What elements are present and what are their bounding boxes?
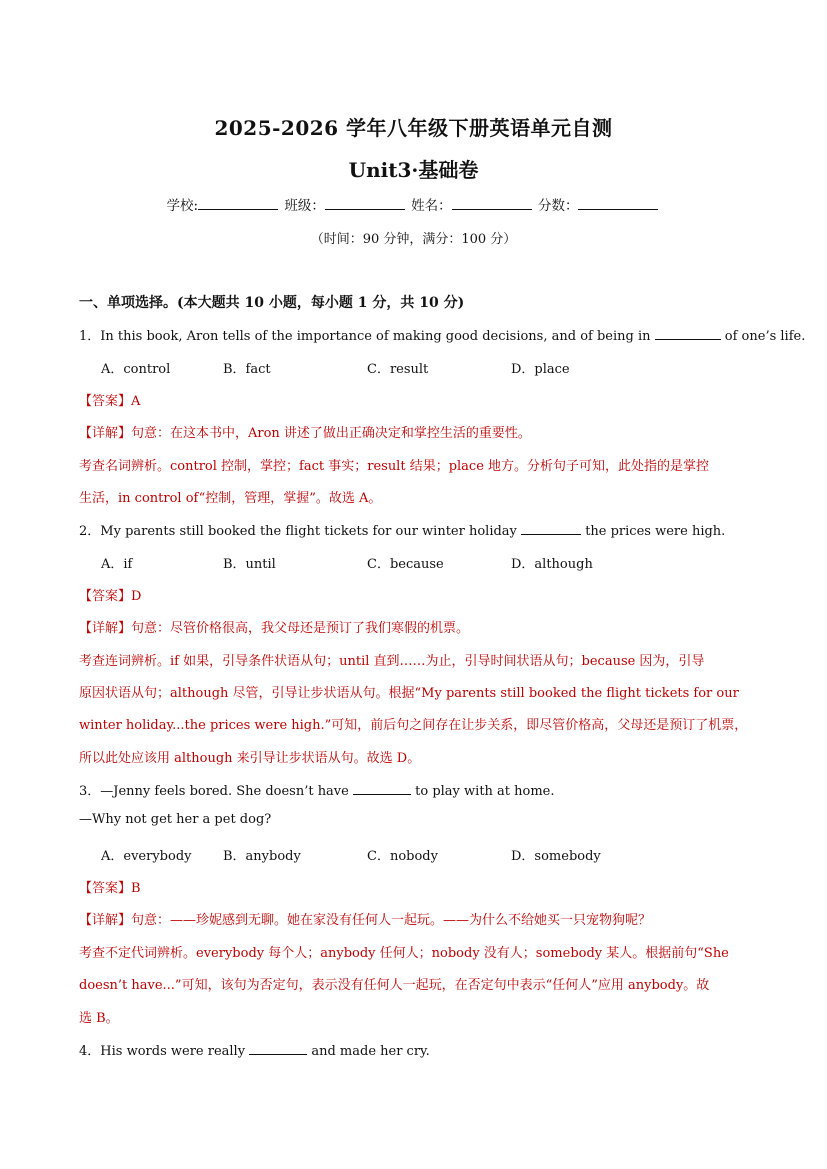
school-blank <box>198 196 278 210</box>
detail-line: 原因状语从句；although 尽管，引导让步状语从句。根据“My parents still booked the flight tickets for our <box>79 686 739 701</box>
section-heading: 一、单项选择。(本大题共 10 小题，每小题 1 分，共 10 分) <box>79 295 465 311</box>
answer-line: 【答案】B <box>79 881 141 896</box>
page-subtitle: Unit3·基础卷 <box>348 158 479 182</box>
option-c: C．result <box>367 362 429 377</box>
question-2-stem: 2．My parents still booked the flight tickets for our winter holiday the prices were high. <box>79 524 726 539</box>
option-a: A．if <box>101 557 133 572</box>
option-c: C．nobody <box>367 849 438 864</box>
detail-line: 【详解】句意：尽管价格很高，我父母还是预订了我们寒假的机票。 <box>79 621 470 636</box>
detail-line: 所以此处应该用 although 来引导让步状语从句。故选 D。 <box>79 751 421 766</box>
class-label: 班级： <box>284 198 325 214</box>
question-4-stem: 4．His words were really and made her cry. <box>79 1044 430 1059</box>
name-label: 姓名： <box>411 198 452 214</box>
answer-blank <box>353 782 411 795</box>
option-b: B．anybody <box>223 849 301 864</box>
score-blank <box>578 196 658 210</box>
answer-line: 【答案】D <box>79 589 142 604</box>
detail-line: 选 B。 <box>79 1011 119 1026</box>
detail-line: 考查名词辨析。control 控制，掌控；fact 事实；result 结果；place 地方。分析句子可知，此处指的是掌控 <box>79 459 710 474</box>
option-a: A．everybody <box>101 849 192 864</box>
detail-line: 【详解】句意：——珍妮感到无聊。她在家没有任何人一起玩。——为什么不给她买一只宠物狗呢？ <box>79 913 652 928</box>
detail-line: 生活，in control of“控制，管理，掌握”。故选 A。 <box>79 491 382 506</box>
detail-line: 【详解】句意：在这本书中，Aron 讲述了做出正确决定和掌控生活的重要性。 <box>79 426 531 441</box>
detail-line: winter holiday...the prices were high.”可知，前后句之间存在让步关系，即尽管价格高，父母还是预订了机票， <box>79 718 748 733</box>
page-title: 2025-2026 学年八年级下册英语单元自测 <box>214 116 613 140</box>
answer-line: 【答案】A <box>79 394 141 409</box>
answer-blank <box>249 1042 307 1055</box>
option-d: D．somebody <box>511 849 601 864</box>
school-label: 学校: <box>166 198 199 214</box>
name-blank <box>452 196 532 210</box>
question-3-stem: 3．—Jenny feels bored. She doesn’t have to play with at home. <box>79 784 555 799</box>
option-b: B．fact <box>223 362 271 377</box>
option-d: D．place <box>511 362 570 377</box>
detail-line: doesn’t have...”可知，该句为否定句，表示没有任何人一起玩，在否定句中表示“任何人”应用 anybody。故 <box>79 978 710 993</box>
answer-blank <box>655 327 721 340</box>
student-info-line <box>0 194 827 214</box>
question-3-reply: —Why not get her a pet dog? <box>79 812 272 827</box>
detail-line: 考查连词辨析。if 如果，引导条件状语从句；until 直到……为止，引导时间状语从句；because 因为，引导 <box>79 654 705 669</box>
answer-blank <box>521 522 581 535</box>
question-1-stem: 1．In this book, Aron tells of the importance of making good decisions, and of being in of one’s life. <box>79 329 806 344</box>
option-b: B．until <box>223 557 276 572</box>
class-blank <box>325 196 405 210</box>
time-note: （时间：90 分钟，满分：100 分） <box>310 232 517 247</box>
option-d: D．although <box>511 557 593 572</box>
detail-line: 考查不定代词辨析。everybody 每个人；anybody 任何人；nobody 没有人；somebody 某人。根据前句“She <box>79 946 729 961</box>
option-c: C．because <box>367 557 444 572</box>
option-a: A．control <box>101 362 171 377</box>
score-label: 分数： <box>537 198 579 214</box>
